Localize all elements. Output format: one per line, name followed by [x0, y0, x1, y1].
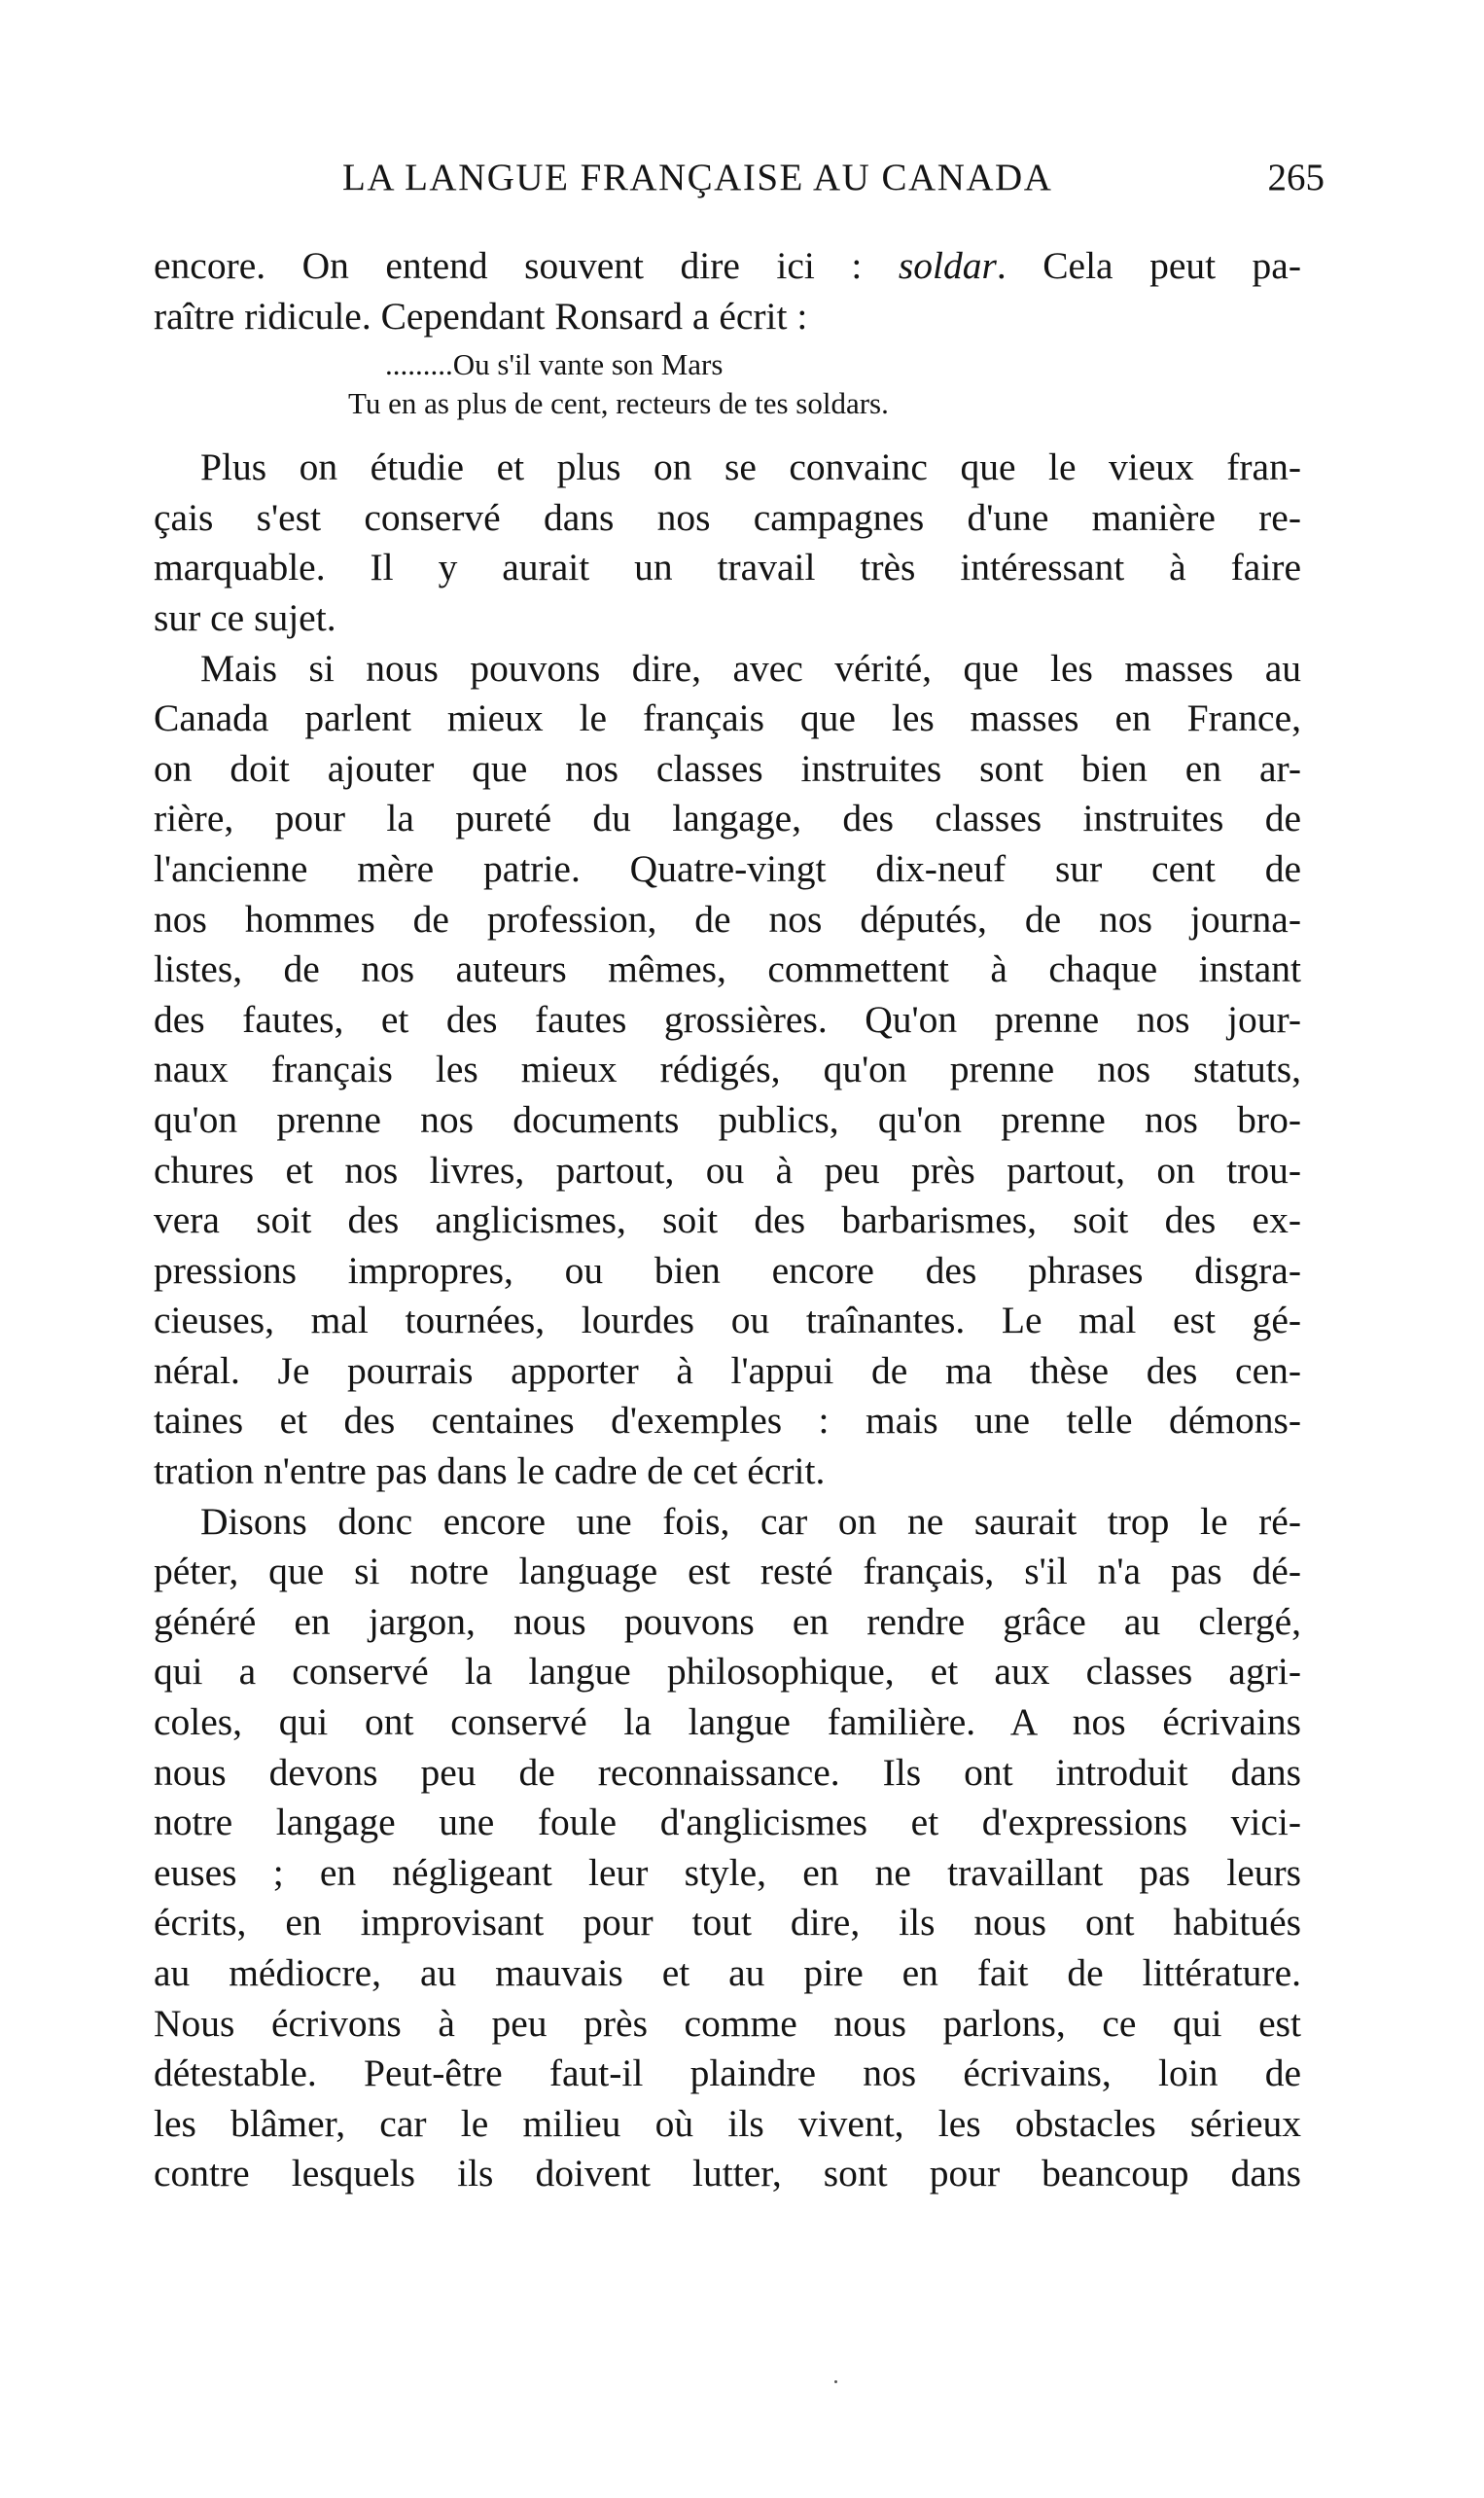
- text-line: nos hommes de profession, de nos députés, de nos journa-: [154, 897, 1301, 941]
- text-line: coles, qui ont conservé la langue familière. A nos écrivains: [154, 1700, 1301, 1744]
- ink-speck: [834, 2380, 837, 2383]
- text-line: [154, 241, 1301, 292]
- text-line: marquable. Il y aurait un travail très intéressant à faire: [154, 546, 1301, 589]
- text-line: listes, de nos auteurs mêmes, commettent à chaque instant: [154, 947, 1301, 991]
- text-line: Mais si nous pouvons dire, avec vérité, que les masses au: [200, 646, 1301, 690]
- text-line: taines et des centaines d'exemples : mais une telle démons-: [154, 1399, 1301, 1443]
- text-line: naux français les mieux rédigés, qu'on prenne nos statuts,: [154, 1048, 1301, 1091]
- text-line: au médiocre, au mauvais et au pire en fait de littérature.: [154, 1951, 1301, 1994]
- quotation-line: .........Ou s'il vante son Mars: [385, 347, 724, 382]
- text-line: écrits, en improvisant pour tout dire, ils nous ont habitués: [154, 1901, 1301, 1945]
- text-line: Canada parlent mieux le français que les masses en France,: [154, 696, 1301, 740]
- text-line: l'ancienne mère patrie. Quatre-vingt dix-neuf sur cent de: [154, 846, 1301, 890]
- text-line: nous devons peu de reconnaissance. Ils ont introduit dans: [154, 1750, 1301, 1794]
- text-line: on doit ajouter que nos classes instruites sont bien en ar-: [154, 746, 1301, 790]
- text-line: Nous écrivons à peu près comme nous parlons, ce qui est: [154, 2001, 1301, 2045]
- text-line: pressions impropres, ou bien encore des phrases disgra-: [154, 1248, 1301, 1292]
- paragraph: [154, 443, 1301, 643]
- text-fragment: encore. On entend souvent dire ici :: [154, 244, 899, 287]
- text-line: contre lesquels ils doivent lutter, sont pour beancoup dans: [154, 2152, 1301, 2195]
- text-line: cieuses, mal tournées, lourdes ou traînantes. Le mal est gé-: [154, 1299, 1301, 1342]
- paragraph: [154, 1497, 1301, 2199]
- text-line: péter, que si notre language est resté français, s'il n'a pas dé-: [154, 1550, 1301, 1593]
- text-line: détestable. Peut-être faut-il plaindre nos écrivains, loin de: [154, 2052, 1301, 2095]
- paragraph: [154, 644, 1301, 1497]
- page-header: [342, 156, 1325, 214]
- text-line: des fautes, et des fautes grossières. Qu'on prenne nos jour-: [154, 997, 1301, 1041]
- text-line: les blâmer, car le milieu où ils vivent, les obstacles sérieux: [154, 2101, 1301, 2145]
- text-line: çais s'est conservé dans nos campagnes d'une manière re-: [154, 495, 1301, 539]
- body-text: [154, 241, 1301, 2199]
- text-line: Disons donc encore une fois, car on ne saurait trop le ré-: [200, 1499, 1301, 1543]
- italic-word: soldar: [898, 244, 997, 287]
- text-line: qui a conservé la langue philosophique, et aux classes agri-: [154, 1650, 1301, 1694]
- text-line: Plus on étudie et plus on se convainc que le vieux fran-: [200, 446, 1301, 489]
- text-line: généré en jargon, nous pouvons en rendre grâce au clergé,: [154, 1599, 1301, 1643]
- text-line: néral. Je pourrais apporter à l'appui de ma thèse des cen-: [154, 1348, 1301, 1392]
- text-line: qu'on prenne nos documents publics, qu'on prenne nos bro-: [154, 1097, 1301, 1141]
- text-line: rière, pour la pureté du langage, des classes instruites de: [154, 797, 1301, 840]
- text-line: vera soit des anglicismes, soit des barbarismes, soit des ex-: [154, 1198, 1301, 1242]
- text-line: raître ridicule. Cependant Ronsard a écrit :: [154, 294, 808, 338]
- page-number: 265: [1267, 157, 1325, 198]
- text-line: euses ; en négligeant leur style, en ne travaillant pas leurs: [154, 1850, 1301, 1894]
- text-line: chures et nos livres, partout, ou à peu près partout, on trou-: [154, 1148, 1301, 1192]
- text-line: tration n'entre pas dans le cadre de cet écrit.: [154, 1449, 826, 1493]
- verse-quotation: [154, 345, 1301, 423]
- text-fragment: . Cela peut pa-: [996, 244, 1301, 287]
- text-line: sur ce sujet.: [154, 595, 336, 639]
- quotation-line: Tu en as plus de cent, recteurs de tes soldars.: [348, 386, 889, 421]
- text-line: notre langage une foule d'anglicismes et d'expressions vici-: [154, 1801, 1301, 1844]
- running-title: LA LANGUE FRANÇAISE AU CANADA: [342, 157, 1053, 198]
